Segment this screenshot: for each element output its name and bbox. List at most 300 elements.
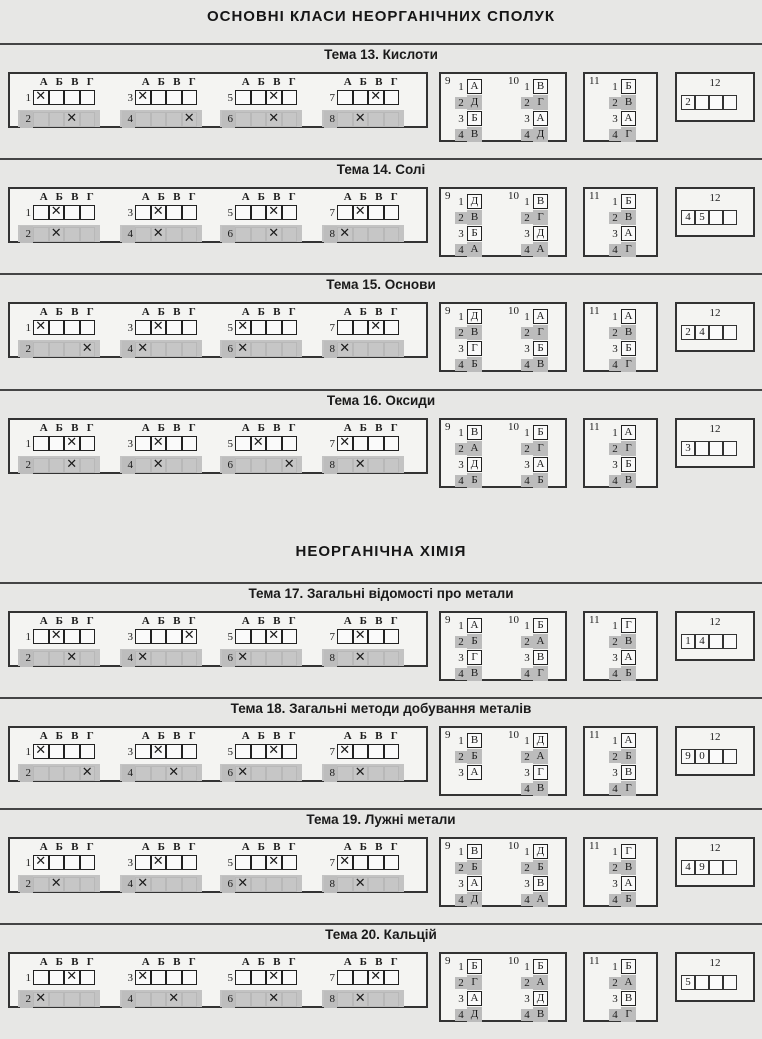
match-answer[interactable]: В (533, 194, 548, 209)
answer-cell[interactable] (353, 227, 369, 242)
answer-mark[interactable]: ✕ (49, 629, 65, 644)
match-answer[interactable]: Б (533, 860, 548, 875)
answer-cell[interactable] (235, 992, 251, 1007)
answer-mark[interactable]: ✕ (353, 629, 369, 644)
answer-cell[interactable] (368, 992, 384, 1007)
answer-digit[interactable] (723, 95, 737, 110)
answer-cell[interactable] (135, 744, 151, 759)
answer-cell[interactable] (151, 970, 167, 985)
match-answer[interactable]: А (467, 79, 482, 94)
answer-mark[interactable]: ✕ (266, 90, 282, 105)
answer-cell[interactable] (368, 766, 384, 781)
answer-cell[interactable] (135, 205, 151, 220)
answer-cell[interactable] (337, 112, 353, 127)
answer-cell[interactable] (80, 992, 96, 1007)
answer-mark[interactable]: ✕ (151, 320, 167, 335)
answer-cell[interactable] (166, 458, 182, 473)
match-answer[interactable]: Д (533, 991, 548, 1006)
answer-mark[interactable]: ✕ (266, 970, 282, 985)
answer-cell[interactable] (49, 744, 65, 759)
answer-cell[interactable] (182, 90, 198, 105)
answer-cell[interactable] (80, 112, 96, 127)
answer-mark[interactable]: ✕ (353, 766, 369, 781)
match-answer[interactable]: В (467, 325, 482, 340)
answer-cell[interactable] (80, 651, 96, 666)
answer-cell[interactable] (135, 992, 151, 1007)
answer-cell[interactable] (282, 766, 298, 781)
match-answer[interactable]: В (621, 634, 636, 649)
match-answer[interactable]: В (533, 79, 548, 94)
answer-mark[interactable]: ✕ (135, 651, 151, 666)
match-answer[interactable]: А (621, 975, 636, 990)
match-answer[interactable]: Г (467, 341, 482, 356)
match-answer[interactable]: Д (533, 127, 548, 142)
answer-cell[interactable] (166, 877, 182, 892)
answer-cell[interactable] (151, 766, 167, 781)
answer-digit[interactable]: 3 (681, 441, 695, 456)
answer-cell[interactable] (235, 970, 251, 985)
answer-cell[interactable] (337, 992, 353, 1007)
answer-mark[interactable]: ✕ (353, 651, 369, 666)
answer-cell[interactable] (64, 877, 80, 892)
answer-mark[interactable]: ✕ (235, 342, 251, 357)
answer-cell[interactable] (166, 90, 182, 105)
match-answer[interactable]: Д (467, 1007, 482, 1022)
answer-cell[interactable] (266, 651, 282, 666)
answer-cell[interactable] (235, 855, 251, 870)
answer-mark[interactable]: ✕ (266, 227, 282, 242)
match-answer[interactable]: Д (533, 733, 548, 748)
answer-cell[interactable] (337, 320, 353, 335)
answer-mark[interactable]: ✕ (33, 90, 49, 105)
answer-cell[interactable] (384, 877, 400, 892)
answer-mark[interactable]: ✕ (33, 855, 49, 870)
answer-cell[interactable] (251, 112, 267, 127)
answer-mark[interactable]: ✕ (135, 342, 151, 357)
answer-cell[interactable] (49, 992, 65, 1007)
answer-cell[interactable] (49, 112, 65, 127)
answer-mark[interactable]: ✕ (266, 992, 282, 1007)
answer-cell[interactable] (337, 766, 353, 781)
answer-cell[interactable] (166, 651, 182, 666)
answer-cell[interactable] (266, 320, 282, 335)
answer-mark[interactable]: ✕ (368, 90, 384, 105)
answer-cell[interactable] (151, 90, 167, 105)
answer-mark[interactable]: ✕ (266, 112, 282, 127)
answer-cell[interactable] (151, 342, 167, 357)
match-answer[interactable]: Д (533, 844, 548, 859)
answer-cell[interactable] (337, 970, 353, 985)
match-answer[interactable]: В (533, 781, 548, 796)
answer-cell[interactable] (80, 458, 96, 473)
answer-mark[interactable]: ✕ (151, 205, 167, 220)
answer-cell[interactable] (384, 112, 400, 127)
answer-cell[interactable] (353, 436, 369, 451)
match-answer[interactable]: В (621, 765, 636, 780)
answer-cell[interactable] (33, 227, 49, 242)
match-answer[interactable]: Г (467, 650, 482, 665)
match-answer[interactable]: Б (467, 226, 482, 241)
answer-cell[interactable] (235, 227, 251, 242)
answer-cell[interactable] (251, 766, 267, 781)
match-answer[interactable]: Б (621, 666, 636, 681)
answer-mark[interactable]: ✕ (166, 766, 182, 781)
answer-cell[interactable] (64, 992, 80, 1007)
answer-cell[interactable] (235, 458, 251, 473)
answer-cell[interactable] (151, 112, 167, 127)
answer-mark[interactable]: ✕ (49, 877, 65, 892)
answer-cell[interactable] (282, 227, 298, 242)
answer-cell[interactable] (135, 436, 151, 451)
answer-cell[interactable] (251, 877, 267, 892)
match-answer[interactable]: А (621, 733, 636, 748)
answer-mark[interactable]: ✕ (64, 112, 80, 127)
answer-mark[interactable]: ✕ (182, 629, 198, 644)
answer-cell[interactable] (182, 970, 198, 985)
answer-digit[interactable] (709, 210, 723, 225)
answer-cell[interactable] (166, 342, 182, 357)
match-answer[interactable]: А (467, 618, 482, 633)
answer-cell[interactable] (251, 342, 267, 357)
match-answer[interactable]: Б (467, 959, 482, 974)
answer-cell[interactable] (64, 766, 80, 781)
answer-mark[interactable]: ✕ (353, 112, 369, 127)
answer-cell[interactable] (49, 320, 65, 335)
match-answer[interactable]: Б (621, 959, 636, 974)
match-answer[interactable]: Б (533, 618, 548, 633)
answer-mark[interactable]: ✕ (80, 766, 96, 781)
answer-cell[interactable] (353, 855, 369, 870)
answer-cell[interactable] (282, 320, 298, 335)
answer-cell[interactable] (251, 744, 267, 759)
answer-mark[interactable]: ✕ (353, 992, 369, 1007)
answer-digit[interactable] (723, 210, 737, 225)
match-answer[interactable]: В (621, 210, 636, 225)
match-answer[interactable]: Б (467, 749, 482, 764)
match-answer[interactable]: А (533, 749, 548, 764)
answer-mark[interactable]: ✕ (235, 766, 251, 781)
answer-cell[interactable] (282, 112, 298, 127)
answer-mark[interactable]: ✕ (33, 320, 49, 335)
answer-cell[interactable] (182, 227, 198, 242)
answer-cell[interactable] (337, 205, 353, 220)
answer-mark[interactable]: ✕ (166, 992, 182, 1007)
match-answer[interactable]: Б (533, 473, 548, 488)
answer-digit[interactable] (723, 749, 737, 764)
answer-cell[interactable] (166, 112, 182, 127)
match-answer[interactable]: Б (621, 194, 636, 209)
answer-cell[interactable] (384, 992, 400, 1007)
match-answer[interactable]: Б (467, 473, 482, 488)
answer-mark[interactable]: ✕ (353, 458, 369, 473)
answer-cell[interactable] (235, 112, 251, 127)
answer-digit[interactable] (709, 860, 723, 875)
answer-cell[interactable] (80, 205, 96, 220)
answer-digit[interactable] (709, 634, 723, 649)
answer-cell[interactable] (166, 855, 182, 870)
answer-cell[interactable] (135, 855, 151, 870)
answer-digit[interactable] (723, 860, 737, 875)
answer-cell[interactable] (182, 855, 198, 870)
answer-cell[interactable] (166, 629, 182, 644)
answer-cell[interactable] (33, 458, 49, 473)
match-answer[interactable]: А (621, 111, 636, 126)
answer-cell[interactable] (182, 744, 198, 759)
answer-digit[interactable] (695, 975, 709, 990)
answer-cell[interactable] (182, 458, 198, 473)
answer-cell[interactable] (182, 877, 198, 892)
answer-digit[interactable] (723, 441, 737, 456)
match-answer[interactable]: Д (467, 194, 482, 209)
match-answer[interactable]: Г (533, 325, 548, 340)
answer-cell[interactable] (282, 744, 298, 759)
answer-cell[interactable] (64, 227, 80, 242)
answer-mark[interactable]: ✕ (33, 992, 49, 1007)
answer-mark[interactable]: ✕ (282, 458, 298, 473)
match-answer[interactable]: А (467, 242, 482, 257)
answer-digit[interactable]: 0 (695, 749, 709, 764)
answer-cell[interactable] (368, 877, 384, 892)
match-answer[interactable]: Г (621, 618, 636, 633)
answer-cell[interactable] (282, 90, 298, 105)
answer-cell[interactable] (251, 651, 267, 666)
answer-mark[interactable]: ✕ (151, 855, 167, 870)
answer-cell[interactable] (251, 90, 267, 105)
answer-cell[interactable] (49, 651, 65, 666)
match-answer[interactable]: В (533, 650, 548, 665)
answer-mark[interactable]: ✕ (337, 227, 353, 242)
answer-mark[interactable]: ✕ (151, 458, 167, 473)
match-answer[interactable]: Г (621, 844, 636, 859)
answer-cell[interactable] (353, 744, 369, 759)
answer-cell[interactable] (80, 744, 96, 759)
answer-cell[interactable] (80, 436, 96, 451)
answer-cell[interactable] (368, 205, 384, 220)
answer-cell[interactable] (384, 629, 400, 644)
match-answer[interactable]: Б (621, 79, 636, 94)
answer-cell[interactable] (80, 855, 96, 870)
answer-mark[interactable]: ✕ (337, 342, 353, 357)
answer-cell[interactable] (353, 342, 369, 357)
answer-cell[interactable] (282, 629, 298, 644)
answer-cell[interactable] (33, 629, 49, 644)
answer-cell[interactable] (49, 458, 65, 473)
match-answer[interactable]: В (467, 127, 482, 142)
answer-cell[interactable] (282, 970, 298, 985)
answer-cell[interactable] (64, 205, 80, 220)
answer-mark[interactable]: ✕ (135, 90, 151, 105)
answer-cell[interactable] (368, 458, 384, 473)
answer-digit[interactable]: 5 (681, 975, 695, 990)
answer-mark[interactable]: ✕ (151, 436, 167, 451)
answer-mark[interactable]: ✕ (337, 436, 353, 451)
answer-cell[interactable] (282, 342, 298, 357)
match-answer[interactable]: Г (621, 1007, 636, 1022)
answer-digit[interactable]: 4 (681, 210, 695, 225)
answer-cell[interactable] (49, 855, 65, 870)
answer-digit[interactable]: 9 (681, 749, 695, 764)
answer-cell[interactable] (282, 877, 298, 892)
answer-cell[interactable] (80, 90, 96, 105)
answer-mark[interactable]: ✕ (64, 651, 80, 666)
match-answer[interactable]: Г (533, 210, 548, 225)
answer-cell[interactable] (251, 629, 267, 644)
answer-cell[interactable] (368, 112, 384, 127)
answer-cell[interactable] (337, 90, 353, 105)
match-answer[interactable]: А (533, 242, 548, 257)
answer-cell[interactable] (182, 766, 198, 781)
answer-mark[interactable]: ✕ (49, 205, 65, 220)
match-answer[interactable]: В (621, 473, 636, 488)
answer-cell[interactable] (182, 205, 198, 220)
answer-cell[interactable] (353, 320, 369, 335)
answer-cell[interactable] (33, 342, 49, 357)
answer-cell[interactable] (353, 970, 369, 985)
answer-cell[interactable] (384, 320, 400, 335)
answer-cell[interactable] (182, 651, 198, 666)
answer-mark[interactable]: ✕ (368, 970, 384, 985)
answer-cell[interactable] (182, 992, 198, 1007)
answer-cell[interactable] (235, 744, 251, 759)
answer-digit[interactable]: 1 (681, 634, 695, 649)
match-answer[interactable]: Г (621, 127, 636, 142)
answer-mark[interactable]: ✕ (266, 205, 282, 220)
match-answer[interactable]: Б (621, 749, 636, 764)
answer-cell[interactable] (384, 766, 400, 781)
answer-cell[interactable] (384, 458, 400, 473)
match-answer[interactable]: А (533, 111, 548, 126)
answer-cell[interactable] (80, 629, 96, 644)
match-answer[interactable]: Г (621, 781, 636, 796)
match-answer[interactable]: Г (533, 441, 548, 456)
answer-mark[interactable]: ✕ (151, 227, 167, 242)
answer-cell[interactable] (282, 855, 298, 870)
match-answer[interactable]: А (533, 309, 548, 324)
answer-cell[interactable] (166, 970, 182, 985)
answer-mark[interactable]: ✕ (353, 205, 369, 220)
match-answer[interactable]: А (533, 892, 548, 907)
answer-mark[interactable]: ✕ (49, 227, 65, 242)
answer-cell[interactable] (384, 342, 400, 357)
answer-cell[interactable] (384, 651, 400, 666)
answer-cell[interactable] (166, 320, 182, 335)
match-answer[interactable]: А (467, 441, 482, 456)
match-answer[interactable]: В (621, 860, 636, 875)
match-answer[interactable]: В (467, 425, 482, 440)
answer-cell[interactable] (353, 90, 369, 105)
answer-cell[interactable] (251, 992, 267, 1007)
match-answer[interactable]: В (533, 357, 548, 372)
match-answer[interactable]: Д (533, 226, 548, 241)
answer-digit[interactable] (723, 634, 737, 649)
match-answer[interactable]: А (621, 650, 636, 665)
match-answer[interactable]: Д (467, 892, 482, 907)
answer-mark[interactable]: ✕ (353, 877, 369, 892)
answer-cell[interactable] (337, 629, 353, 644)
match-answer[interactable]: В (621, 325, 636, 340)
match-answer[interactable]: В (467, 210, 482, 225)
answer-mark[interactable]: ✕ (64, 436, 80, 451)
answer-cell[interactable] (64, 320, 80, 335)
answer-mark[interactable]: ✕ (337, 744, 353, 759)
answer-cell[interactable] (251, 458, 267, 473)
answer-cell[interactable] (135, 227, 151, 242)
answer-cell[interactable] (182, 342, 198, 357)
answer-cell[interactable] (251, 320, 267, 335)
answer-mark[interactable]: ✕ (64, 458, 80, 473)
answer-cell[interactable] (135, 112, 151, 127)
match-answer[interactable]: В (467, 666, 482, 681)
answer-cell[interactable] (135, 629, 151, 644)
answer-digit[interactable]: 4 (695, 325, 709, 340)
answer-cell[interactable] (182, 436, 198, 451)
answer-cell[interactable] (151, 629, 167, 644)
match-answer[interactable]: Г (533, 765, 548, 780)
answer-cell[interactable] (266, 342, 282, 357)
answer-cell[interactable] (135, 320, 151, 335)
answer-mark[interactable]: ✕ (235, 877, 251, 892)
answer-cell[interactable] (251, 970, 267, 985)
answer-cell[interactable] (368, 651, 384, 666)
match-answer[interactable]: А (467, 876, 482, 891)
match-answer[interactable]: В (621, 95, 636, 110)
answer-cell[interactable] (368, 342, 384, 357)
answer-cell[interactable] (135, 458, 151, 473)
answer-cell[interactable] (151, 651, 167, 666)
answer-cell[interactable] (384, 855, 400, 870)
match-answer[interactable]: Д (467, 309, 482, 324)
answer-cell[interactable] (266, 766, 282, 781)
match-answer[interactable]: В (621, 991, 636, 1006)
answer-cell[interactable] (368, 227, 384, 242)
answer-cell[interactable] (251, 205, 267, 220)
answer-cell[interactable] (368, 744, 384, 759)
match-answer[interactable]: А (621, 226, 636, 241)
match-answer[interactable]: Б (467, 111, 482, 126)
answer-cell[interactable] (80, 970, 96, 985)
answer-mark[interactable]: ✕ (64, 970, 80, 985)
answer-digit[interactable] (695, 441, 709, 456)
answer-mark[interactable]: ✕ (235, 651, 251, 666)
answer-cell[interactable] (384, 744, 400, 759)
answer-cell[interactable] (64, 744, 80, 759)
answer-cell[interactable] (49, 436, 65, 451)
answer-cell[interactable] (33, 436, 49, 451)
answer-cell[interactable] (235, 629, 251, 644)
match-answer[interactable]: А (621, 876, 636, 891)
match-answer[interactable]: В (467, 844, 482, 859)
answer-digit[interactable]: 2 (681, 325, 695, 340)
answer-mark[interactable]: ✕ (337, 855, 353, 870)
answer-cell[interactable] (235, 205, 251, 220)
answer-digit[interactable]: 2 (681, 95, 695, 110)
answer-cell[interactable] (33, 877, 49, 892)
match-answer[interactable]: Б (621, 892, 636, 907)
answer-digit[interactable]: 4 (681, 860, 695, 875)
answer-cell[interactable] (49, 970, 65, 985)
answer-digit[interactable]: 9 (695, 860, 709, 875)
answer-digit[interactable] (723, 975, 737, 990)
answer-digit[interactable] (709, 95, 723, 110)
answer-cell[interactable] (384, 205, 400, 220)
answer-cell[interactable] (33, 766, 49, 781)
answer-cell[interactable] (337, 651, 353, 666)
answer-cell[interactable] (33, 970, 49, 985)
answer-cell[interactable] (49, 90, 65, 105)
match-answer[interactable]: А (533, 457, 548, 472)
answer-cell[interactable] (384, 970, 400, 985)
answer-mark[interactable]: ✕ (368, 320, 384, 335)
